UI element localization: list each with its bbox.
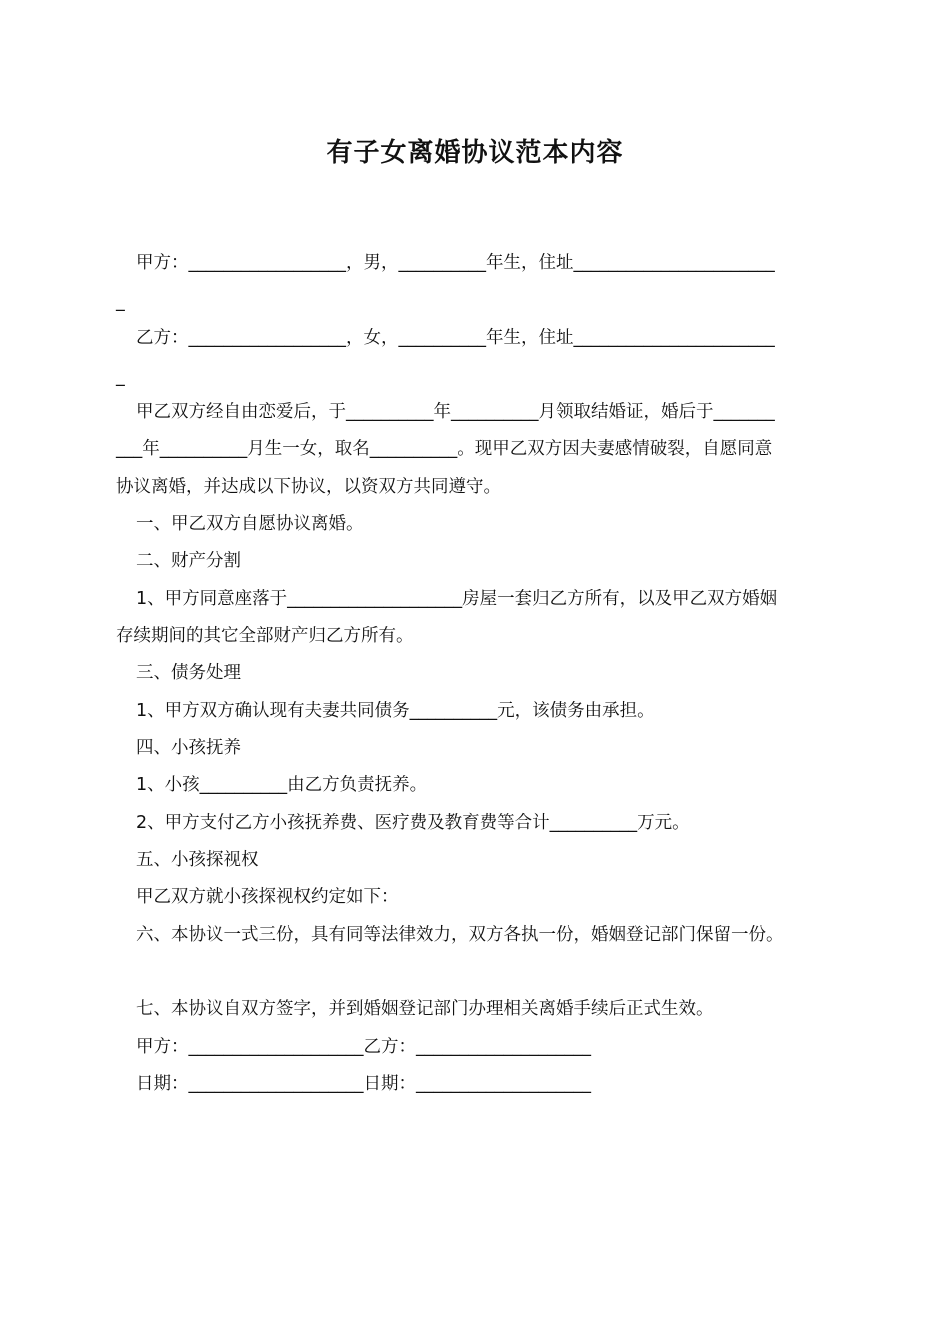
party-a-line: 甲方：__________________，男，__________年生，住址_______________________ <box>136 253 775 273</box>
signature-line: 甲方：____________________乙方：____________________ <box>136 1037 591 1057</box>
intro-paragraph-line-1: 甲乙双方经自由恋爱后，于__________年__________月领取结婚证，婚后于_______ <box>136 402 775 422</box>
clause-4-item-2: 2、甲方支付乙方小孩抚养费、医疗费及教育费等合计__________万元。 <box>136 813 690 833</box>
date-line: 日期：____________________日期：____________________ <box>136 1074 591 1094</box>
clause-2-item-1-line-1: 1、甲方同意座落于____________________房屋一套归乙方所有，以及甲乙双方婚姻 <box>136 589 778 609</box>
clause-4-item-1: 1、小孩__________由乙方负责抚养。 <box>136 775 428 795</box>
party-b-line-wrap: _ <box>116 367 125 387</box>
clause-2-item-1-line-2: 存续期间的其它全部财产归乙方所有。 <box>116 626 414 646</box>
document-title: 有子女离婚协议范本内容 <box>326 138 624 168</box>
clause-1: 一、甲乙双方自愿协议离婚。 <box>136 514 364 534</box>
clause-6: 六、本协议一式三份，具有同等法律效力，双方各执一份，婚姻登记部门保留一份。 <box>136 925 784 945</box>
party-b-line: 乙方：__________________，女，__________年生，住址_______________________ <box>136 328 775 348</box>
intro-paragraph-line-3: 协议离婚，并达成以下协议，以资双方共同遵守。 <box>116 477 501 497</box>
party-a-line-wrap: _ <box>116 292 125 312</box>
clause-5-heading: 五、小孩探视权 <box>136 850 259 870</box>
clause-3-item-1: 1、甲方双方确认现有夫妻共同债务__________元，该债务由承担。 <box>136 701 655 721</box>
clause-3-heading: 三、债务处理 <box>136 663 241 683</box>
clause-7: 七、本协议自双方签字，并到婚姻登记部门办理相关离婚手续后正式生效。 <box>136 999 714 1019</box>
clause-5-body: 甲乙双方就小孩探视权约定如下： <box>136 887 399 907</box>
intro-paragraph-line-2: ___年__________月生一女，取名__________。现甲乙双方因夫妻感情破裂，自愿同意 <box>116 439 773 459</box>
clause-4-heading: 四、小孩抚养 <box>136 738 241 758</box>
clause-2-heading: 二、财产分割 <box>136 551 241 571</box>
